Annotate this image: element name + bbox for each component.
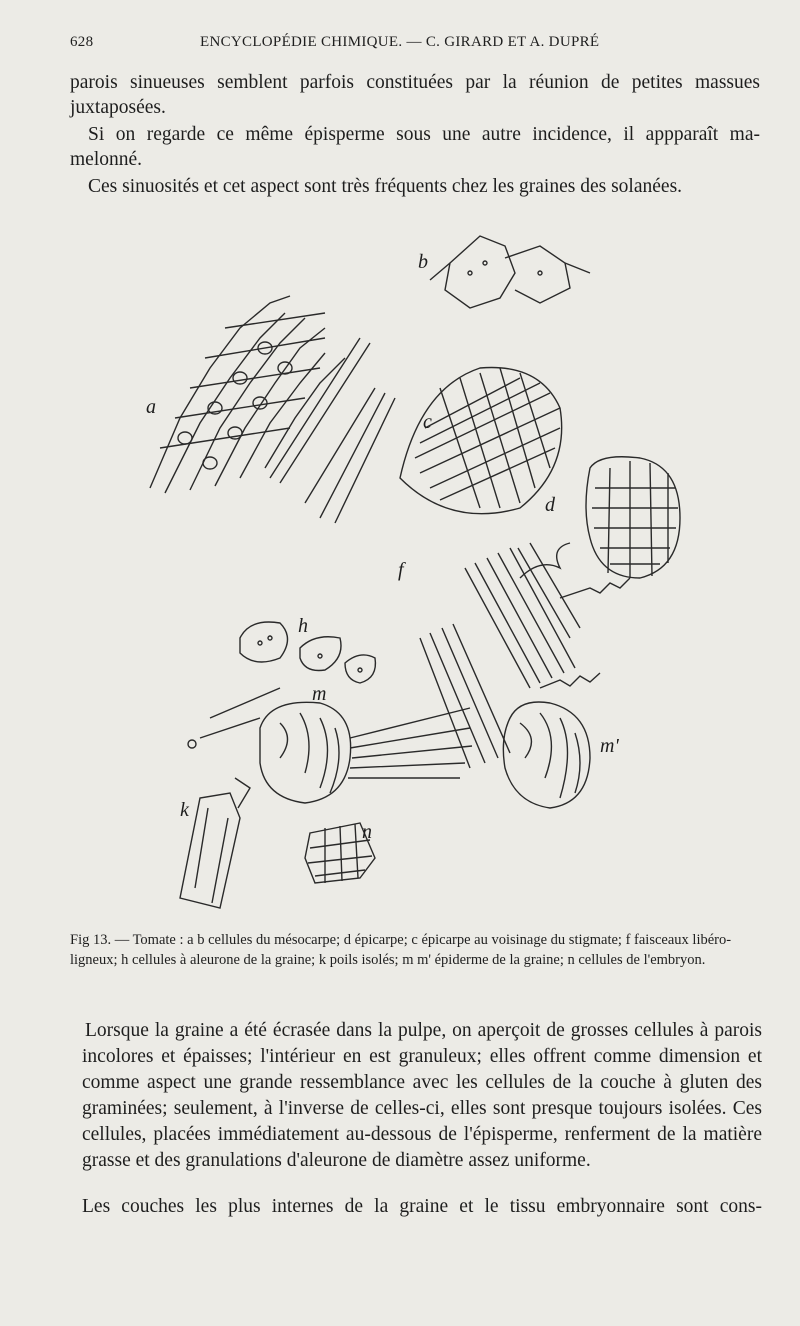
running-title: ENCYCLOPÉDIE CHIMIQUE. — C. GIRARD ET A. DUPRÉ <box>200 34 600 50</box>
label-c: c <box>423 411 432 433</box>
body-paragraph: Lorsque la graine a été écrasée dans la pulpe, on aperçoit de grosses cellules à parois incolores et épaisses; l'intérieur en est granuleux; elles offrent comme dimension et comme aspect une grande ressemblance avec les cellules de la couche à gluten des graminées; seulement, à l'inverse de celles-ci, elles sont presque toujours isolées. Ces cellules, placées immédiatement au-dessous de l'épisperme, renferment de la matière grasse et des granulations d'aleurone de diamètre assez uniforme. <box>82 1020 762 1171</box>
label-f: f <box>398 559 404 581</box>
label-h: h <box>298 615 308 637</box>
caption-text: a b cellules du mésocarpe; d épicarpe; c épicarpe au voisinage du stigmate; f faisceaux libéro-ligneux; h cellules à aleurone de la graine; k poils isolés; m m' épiderme de la graine; n cellules de l'embryon. <box>70 932 732 968</box>
text-line: melonné. <box>70 149 143 170</box>
body-last-line: Les couches les plus internes de la graine et le tissu embryonnaire sont cons- <box>82 1196 762 1217</box>
label-d: d <box>545 494 555 516</box>
text-line: juxtaposées. <box>70 97 166 118</box>
label-k: k <box>180 799 189 821</box>
epicarp-cells-d <box>586 457 680 578</box>
label-b: b <box>418 251 428 273</box>
figure-caption <box>70 930 760 970</box>
label-n: n <box>362 821 372 843</box>
page-number: 628 <box>70 34 94 50</box>
figure-13-illustration <box>120 218 760 918</box>
text-line: parois sinueuses semblent parfois constituées par la réunion de petites massues <box>70 72 760 93</box>
tomato-cells-drawing <box>120 218 760 918</box>
vascular-bundles-f <box>420 543 630 768</box>
text-line: Si on regarde ce même épisperme sous une autre incidence, il appparaît ma- <box>88 124 760 145</box>
mesocarp-cells-b <box>430 236 590 308</box>
seed-epidermis-m <box>188 688 472 803</box>
caption-prefix: Fig 13. — Tomate : <box>70 932 184 948</box>
isolated-hairs-k <box>180 778 250 908</box>
text-line: Ces sinuosités et cet aspect sont très fréquents chez les graines des solanées. <box>88 176 683 197</box>
label-a: a <box>146 396 156 418</box>
running-header <box>70 34 760 58</box>
label-m: m <box>312 683 327 705</box>
seed-epidermis-m-prime <box>503 702 590 808</box>
mesocarp-cells-a <box>150 296 395 523</box>
epicarp-cells-c <box>400 368 562 514</box>
label-m-prime: m' <box>600 735 619 757</box>
